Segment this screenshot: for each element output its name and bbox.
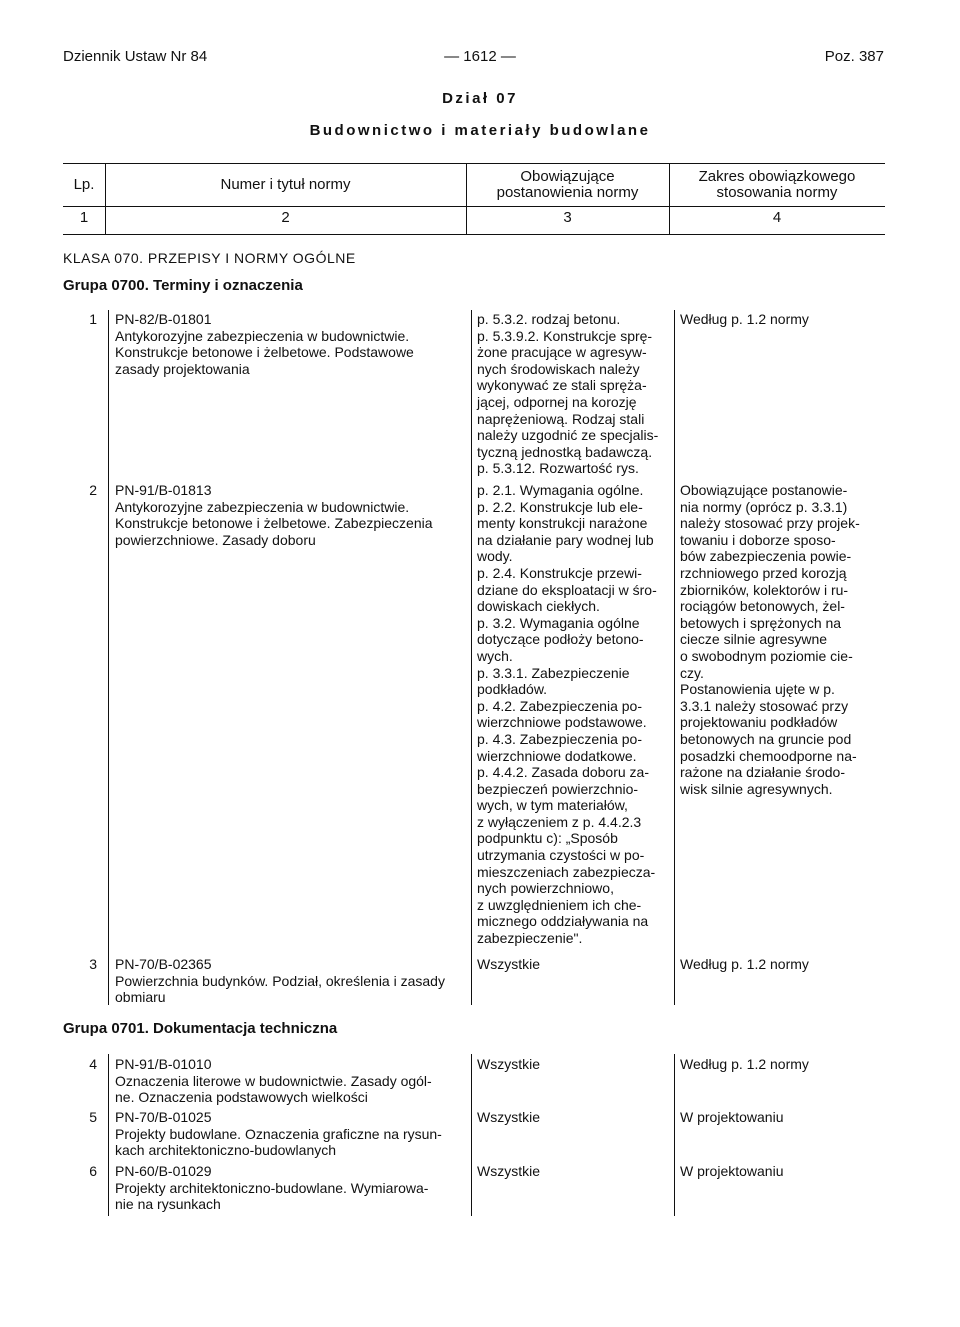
- row-scope: Obowiązujące postanowie- nia normy (oprócz p. 3.3.1) należy stosować przy projek- towaniu i doborze sposo- bów zabezpieczenia powie- rzchniowego przed korozją zbiorników, kolektorów i ru- rociągów betonowych, żel- betowych i sprężonych na ciecze silnie agresywne o swobodnym poziomie cie- czy. Postanowienia ujęte w p. 3.3.1 należy stosować przy projektowaniu podkładów betonowych na gruncie pod posadzki chemoodporne na- rażone na działanie środo- wisk silnie agresywnych.: [680, 482, 860, 797]
- row-binding: Wszystkie: [477, 956, 540, 972]
- col-header-binding: Obowiązujące postanowienia normy: [496, 168, 639, 201]
- section-subtitle: Budownictwo i materiały budowlane: [309, 122, 651, 139]
- row-norm: PN-91/B-01813 Antykorozyjne zabezpieczenia w budownictwie. Konstrukcje betonowe i żelbetowe. Zabezpieczenia powierzchniowe. Zasady doboru: [115, 482, 433, 548]
- rule-binding: [674, 310, 675, 1005]
- row-norm: PN-70/B-01025 Projekty budowlane. Oznaczenia graficzne na rysun- kach architektoniczno-budowlanych: [115, 1109, 442, 1159]
- row-lp: 3: [89, 956, 97, 972]
- row-binding: Wszystkie: [477, 1056, 540, 1072]
- row-scope: W projektowaniu: [680, 1163, 784, 1179]
- page-number: — 1612 —: [444, 48, 516, 65]
- col-number-1: 1: [79, 209, 89, 226]
- row-norm: PN-91/B-01010 Oznaczenia literowe w budownictwie. Zasady ogól- ne. Oznaczenia podstawowych wielkości: [115, 1056, 432, 1106]
- group-heading: Grupa 0700. Terminy i oznaczenia: [63, 277, 303, 294]
- rule-lp: [108, 310, 109, 1005]
- rule-lp: [108, 1054, 109, 1216]
- col-header-number-title: Numer i tytuł normy: [220, 176, 351, 193]
- rule-title: [471, 310, 472, 1005]
- class-heading: KLASA 070. PRZEPISY I NORMY OGÓLNE: [63, 250, 356, 266]
- group-heading: Grupa 0701. Dokumentacja techniczna: [63, 1020, 338, 1037]
- col-header-scope: Zakres obowiązkowego stosowania normy: [698, 168, 856, 201]
- journal-name: Dziennik Ustaw Nr 84: [63, 48, 208, 65]
- row-lp: 5: [89, 1109, 97, 1125]
- section-title: Dział 07: [442, 90, 518, 107]
- row-norm: PN-70/B-02365 Powierzchnia budynków. Podział, określenia i zasady obmiaru: [115, 956, 445, 1006]
- row-lp: 4: [89, 1056, 97, 1072]
- row-scope: W projektowaniu: [680, 1109, 784, 1125]
- position-number: Poz. 387: [824, 48, 884, 65]
- header-divider: [63, 206, 885, 207]
- row-scope: Według p. 1.2 normy: [680, 1056, 809, 1072]
- row-norm: PN-60/B-01029 Projekty architektoniczno-budowlane. Wymiarowa- nie na rysunkach: [115, 1163, 429, 1213]
- col-number-3: 3: [563, 209, 572, 226]
- row-scope: Według p. 1.2 normy: [680, 311, 809, 327]
- row-binding: Wszystkie: [477, 1109, 540, 1125]
- row-binding: Wszystkie: [477, 1163, 540, 1179]
- row-scope: Według p. 1.2 normy: [680, 956, 809, 972]
- col-header-lp: Lp.: [73, 176, 95, 193]
- row-lp: 2: [89, 482, 97, 498]
- rule-binding: [674, 1054, 675, 1216]
- row-norm: PN-82/B-01801 Antykorozyjne zabezpieczenia w budownictwie. Konstrukcje betonowe i żelbetowe. Podstawowe zasady projektowania: [115, 311, 414, 377]
- row-binding: p. 5.3.2. rodzaj betonu. p. 5.3.9.2. Konstrukcje sprę- żone pracujące w agresyw- nych środowiskach należy wykonywać ze stali spręża- jącej, odpornej na korozję naprężeniową. Rodzaj stali należy uzgodnić ze specjalis- tyczną jednostką badawczą. p. 5.3.12. Rozwartość rys.: [477, 311, 659, 477]
- col-number-4: 4: [772, 209, 782, 226]
- col-number-2: 2: [281, 209, 290, 226]
- column-header-table: [63, 163, 885, 235]
- row-lp: 1: [89, 311, 97, 327]
- row-binding: p. 2.1. Wymagania ogólne. p. 2.2. Konstrukcje lub ele- menty konstrukcji narażone na działanie pary wodnej lub wody. p. 2.4. Konstrukcje przewi- dziane do eksploatacji w śro- dowiskach ciekłych. p. 3.2. Wymagania ogólne dotyczące podłoży betono- wych. p. 3.3.1. Zabezpieczenie podkładów. p. 4.2. Zabezpieczenia po- wierzchniowe podstawowe. p. 4.3. Zabezpieczenia po- wierzchniowe dodatkowe. p. 4.4.2. Zasada doboru za- bezpieczeń powierzchnio- wych, w tym materiałów, z wyłączeniem z p. 4.4.2.3 podpunktu c): „Sposób utrzymania czystości w po- mieszczeniach zabezpiecza- nych powierzchniowo, z uwzględnieniem ich che- micznego oddziaływania na zabezpieczenie".: [477, 482, 657, 947]
- row-lp: 6: [89, 1163, 97, 1179]
- rule-title: [471, 1054, 472, 1216]
